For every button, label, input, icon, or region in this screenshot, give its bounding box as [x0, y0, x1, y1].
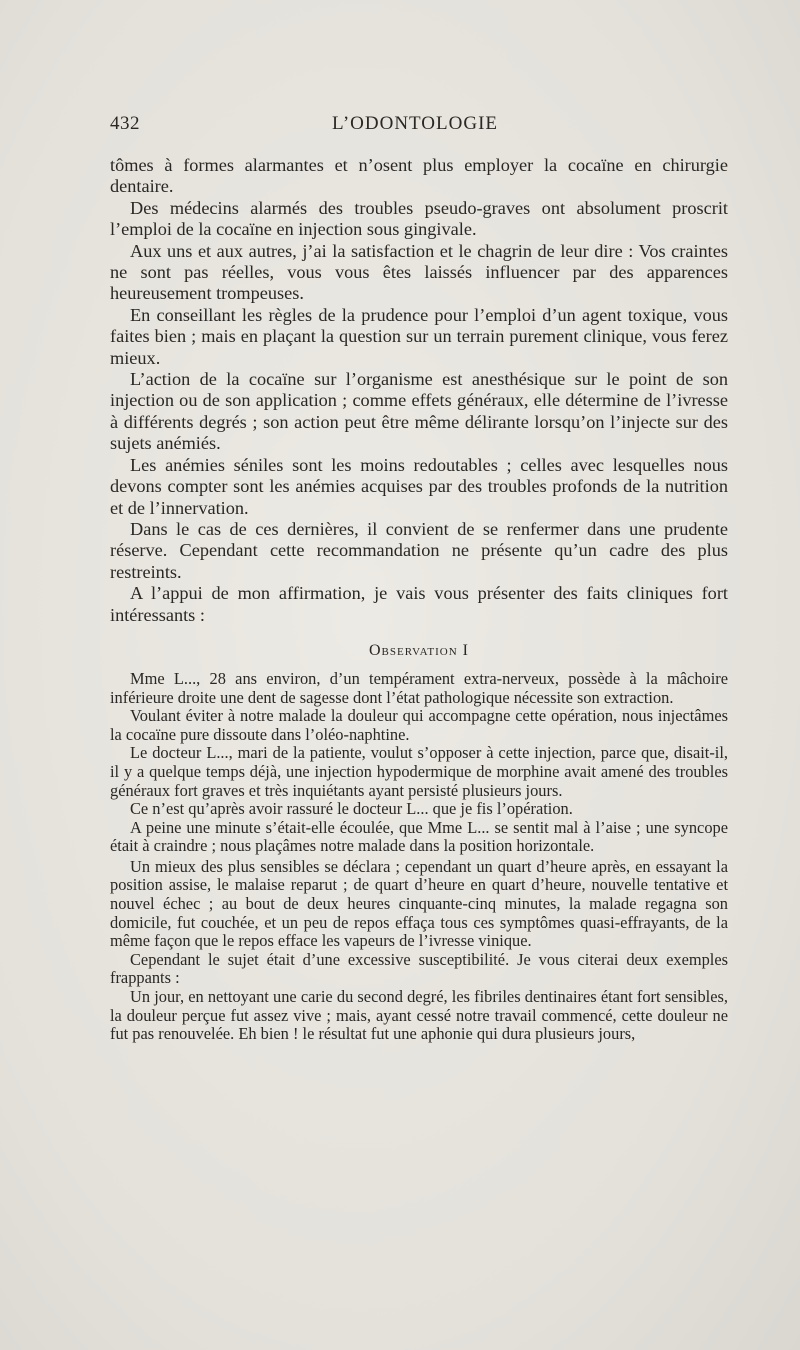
observation-paragraph: Ce n’est qu’après avoir rassuré le docteur L... que je fis l’opération.	[130, 799, 573, 819]
running-title: L’ODONTOLOGIE	[331, 113, 499, 134]
observation-paragraph: Voulant éviter à notre malade la douleur qui accompagne cette opération, nous injectâmes la cocaïne pure dissoute dans l’oléo-naphtine.	[110, 706, 728, 744]
observation-heading: Observation I	[368, 641, 470, 659]
observation-paragraph: Mme L..., 28 ans environ, d’un tempérament extra-nerveux, possède à la mâchoire inférieure droite une dent de sagesse dont l’état pathologique nécessite son extraction.	[110, 668, 728, 707]
observation-paragraph: A peine une minute s’était-elle écoulée, que Mme L... se sentit mal à l’aise ; une syncope était à craindre ; nous plaçâmes notre malade dans la position horizontale.	[110, 817, 728, 856]
paragraph: L’action de la cocaïne sur l’organisme est anesthésique sur le point de son injection ou de son application ; comme effets généraux, elle détermine de l’ivresse à différents degrés ; son action peut être même délirante lorsqu’on l’injecte sur des sujets anémiés.	[110, 369, 728, 454]
paragraph: A l’appui de mon affirmation, je vais vous présenter des faits cliniques fort intéressants :	[110, 583, 728, 625]
page-number: 432	[110, 113, 140, 134]
paragraph: Aux uns et aux autres, j’ai la satisfaction et le chagrin de leur dire : Vos craintes ne sont pas réelles, vous vous êtes laissés influencer par des apparences heureusement trompeuses.	[110, 240, 728, 304]
paragraph: Des médecins alarmés des troubles pseudo-graves ont absolument proscrit l’emploi de la cocaïne en injection sous gingivale.	[110, 197, 728, 240]
page-header	[110, 113, 730, 139]
paragraph: En conseillant les règles de la prudence pour l’emploi d’un agent toxique, vous faites bien ; mais en plaçant la question sur un terrain purement clinique, vous ferez mieux.	[110, 304, 728, 368]
paragraph: tômes à formes alarmantes et n’osent plus employer la cocaïne en chirurgie dentaire.	[110, 155, 728, 197]
observation-paragraph: Le docteur L..., mari de la patiente, voulut s’opposer à cette injection, parce que, disait-il, il y a quelque temps déjà, une injection hypodermique de morphine avait amené des troubles généraux fort graves et très inquiétants ayant persisté plusieurs jours.	[110, 743, 728, 800]
page-body	[110, 155, 728, 1044]
observation-paragraph: Un jour, en nettoyant une carie du second degré, les fibriles dentinaires étant fort sensibles, la douleur perçue fut assez vive ; mais, ayant cessé notre travail commencé, cette douleur ne fut pas renouvelée. Eh bien ! le résultat fut une aphonie qui dura plusieurs jours,	[110, 987, 728, 1044]
observation-paragraph: Un mieux des plus sensibles se déclara ; cependant un quart d’heure après, en essayant la position assise, le malaise reparut ; de quart d’heure en quart d’heure, nouvelle tentative et nouvel échec ; au bout de deux heures cinquante-cinq minutes, la malade regagna son domicile, fut couchée, et un peu de repos effaça tous ces symptômes quasi-effrayants, de la même façon que le repos efface les vapeurs de l’ivresse vinique.	[110, 856, 728, 951]
observation-paragraph: Cependant le sujet était d’une excessive susceptibilité. Je vous citerai deux exemples frappants :	[110, 949, 728, 988]
paragraph: Dans le cas de ces dernières, il convient de se renfermer dans une prudente réserve. Cependant cette recommandation ne présente qu’un cadre des plus restreints.	[110, 518, 728, 582]
paragraph: Les anémies séniles sont les moins redoutables ; celles avec lesquelles nous devons compter sont les anémies acquises par des troubles profonds de la nutrition et de l’innervation.	[110, 454, 728, 518]
